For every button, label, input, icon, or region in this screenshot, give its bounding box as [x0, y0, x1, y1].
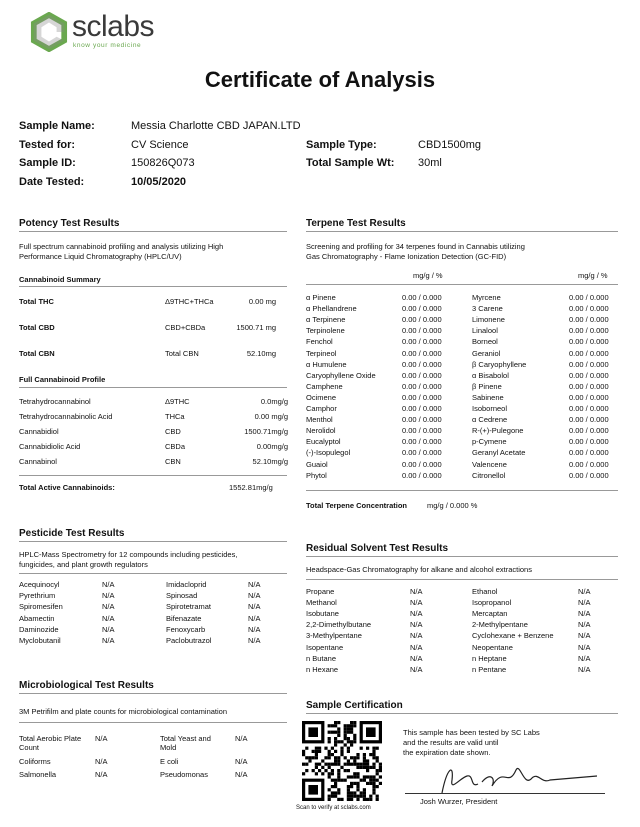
profile-abbr: CBD — [165, 427, 181, 436]
micro-divider — [19, 693, 287, 694]
solvent-value: N/A — [410, 664, 423, 674]
pesticide-value: N/A — [248, 613, 261, 623]
profile-name: Cannabidiol — [19, 427, 59, 436]
terpene-value: 0.00 / 0.000 — [402, 381, 442, 391]
pesticide-title: Pesticide Test Results — [19, 528, 125, 539]
terpene-name: p-Cymene — [472, 437, 507, 447]
certification-divider — [306, 713, 618, 714]
summary-name: Total CBD — [19, 323, 55, 332]
micro-name: Total Yeast and — [160, 734, 211, 743]
pesticide-value: N/A — [102, 636, 115, 645]
terpene-name: α Phellandrene — [306, 304, 357, 314]
terpene-value: 0.00 / 0.000 — [402, 415, 442, 425]
terpene-desc-2: Gas Chromatography - Flame Ionization Detection (GC-FID) — [306, 252, 507, 261]
micro-name: E coli — [160, 757, 179, 766]
terpene-value: 0.00 / 0.000 — [569, 337, 609, 347]
pesticide-desc-1: HPLC-Mass Spectrometry for 12 compounds including pesticides, — [19, 550, 238, 559]
summary-divider — [19, 286, 287, 287]
terpene-name: 3 Carene — [472, 304, 503, 314]
terpene-value: 0.00 / 0.000 — [402, 426, 442, 436]
terpene-total-divider — [306, 490, 618, 491]
terpene-value: 0.00 / 0.000 — [569, 404, 609, 413]
micro-value: N/A — [95, 757, 108, 766]
solvent-name: Cyclohexane + Benzene — [472, 631, 554, 641]
terpene-name: R-(+)-Pulegone — [472, 426, 524, 436]
terpene-name: Borneol — [472, 337, 498, 347]
terpene-value: 0.00 / 0.000 — [569, 381, 609, 391]
terpene-name: Sabinene — [472, 392, 504, 402]
potency-desc-1: Full spectrum cannabinoid profiling and analysis utilizing High — [19, 242, 224, 251]
terpene-value: 0.00 / 0.000 — [402, 404, 442, 413]
solvent-name: Isobutane — [306, 609, 339, 619]
solvent-desc: Headspace-Gas Chromatography for alkane and alcohol extractions — [306, 565, 532, 574]
terpene-name: α Pinene — [306, 293, 336, 302]
solvent-name: 3-Methylpentane — [306, 631, 362, 641]
solvent-value: N/A — [578, 631, 591, 641]
solvent-value: N/A — [578, 598, 591, 608]
terpene-name: Eucalyptol — [306, 437, 341, 447]
solvent-name: 2-Methylpentane — [472, 620, 528, 630]
cert-line-3: the expiration date shown. — [403, 748, 491, 757]
micro-name: Pseudomonas — [160, 770, 208, 779]
terpene-name: Isoborneol — [472, 404, 508, 413]
terpene-name: Camphor — [306, 404, 337, 413]
solvent-value: N/A — [578, 620, 591, 630]
terpene-value: 0.00 / 0.000 — [569, 370, 609, 380]
cert-line-2: and the results are valid until — [403, 738, 499, 747]
micro-value: N/A — [95, 770, 108, 779]
total-active-label: Total Active Cannabinoids: — [19, 483, 115, 492]
signer-name: Josh Wurzer, President — [420, 797, 498, 806]
terpene-name: Geraniol — [472, 348, 501, 358]
pesticide-divider — [19, 541, 287, 542]
pesticide-value: N/A — [102, 613, 115, 623]
pesticide-name: Spiromesifen — [19, 602, 63, 612]
terpene-value: 0.00 / 0.000 — [569, 304, 609, 314]
terpene-value: 0.00 / 0.000 — [569, 470, 609, 480]
terpene-value: 0.00 / 0.000 — [402, 370, 442, 380]
micro-name-cont: Mold — [160, 743, 177, 752]
terpene-value: 0.00 / 0.000 — [402, 348, 442, 358]
terpene-name: α Cedrene — [472, 415, 508, 425]
tested-for-value: CV Science — [131, 139, 189, 151]
summary-formula: Total CBN — [165, 349, 199, 358]
terpene-value: 0.00 / 0.000 — [402, 304, 442, 314]
profile-abbr: CBDa — [165, 442, 186, 451]
pesticide-name: Daminozide — [19, 624, 59, 634]
terpene-name: Guaiol — [306, 459, 328, 469]
terpene-name: Menthol — [306, 415, 333, 425]
summary-name: Total THC — [19, 297, 54, 306]
terpene-total-value: mg/g / 0.000 % — [427, 501, 478, 510]
terpene-value: 0.00 / 0.000 — [402, 359, 442, 369]
solvent-title: Residual Solvent Test Results — [306, 543, 449, 554]
solvent-name: Propane — [306, 587, 335, 596]
profile-value: 52.10mg/g — [252, 457, 288, 466]
summary-value: 52.10mg — [246, 349, 276, 358]
sample-id-value: 150826Q073 — [131, 157, 195, 169]
terpene-name: β Caryophyllene — [472, 359, 527, 369]
solvent-value: N/A — [578, 609, 591, 619]
pesticide-name: Imidacloprid — [166, 580, 207, 589]
certification-title: Sample Certification — [306, 700, 403, 711]
sample-name-value: Messia Charlotte CBD JAPAN.LTD — [131, 120, 301, 132]
micro-title: Microbiological Test Results — [19, 680, 154, 691]
terpene-name: Camphene — [306, 381, 343, 391]
pesticide-value: N/A — [248, 580, 261, 589]
terpene-value: 0.00 / 0.000 — [569, 293, 609, 302]
pesticide-value: N/A — [102, 602, 115, 612]
terpene-name: α Humulene — [306, 359, 347, 369]
micro-table-divider — [19, 722, 287, 723]
pesticide-value: N/A — [248, 624, 261, 634]
summary-value: 0.00 mg — [248, 297, 276, 306]
terpene-value: 0.00 / 0.000 — [569, 359, 609, 369]
solvent-name: Ethanol — [472, 587, 498, 596]
solvent-name: Mercaptan — [472, 609, 508, 619]
terpene-value: 0.00 / 0.000 — [402, 392, 442, 402]
terpene-unit-divider — [306, 284, 618, 285]
pesticide-value: N/A — [102, 580, 115, 589]
micro-value: N/A — [235, 757, 248, 766]
solvent-value: N/A — [578, 664, 591, 674]
signature-icon — [412, 758, 602, 798]
terpene-name: Limonene — [472, 315, 505, 325]
profile-name: Cannabinol — [19, 457, 57, 466]
profile-value: 0.00mg/g — [256, 442, 288, 451]
potency-desc-2: Performance Liquid Chromatography (HPLC/UV) — [19, 252, 182, 261]
solvent-divider — [306, 556, 618, 557]
micro-value: N/A — [235, 734, 248, 743]
date-tested-label: Date Tested: — [19, 176, 85, 188]
solvent-value: N/A — [578, 587, 591, 596]
terpene-value: 0.00 / 0.000 — [402, 337, 442, 347]
cannabinoid-summary-title: Cannabinoid Summary — [19, 275, 101, 284]
terpene-value: 0.00 / 0.000 — [402, 459, 442, 469]
sample-name-label: Sample Name: — [19, 120, 95, 132]
terpene-value: 0.00 / 0.000 — [569, 437, 609, 447]
terpene-value: 0.00 / 0.000 — [402, 315, 442, 325]
terpene-unit-left: mg/g / % — [413, 271, 443, 280]
terpene-name: Terpineol — [306, 348, 337, 358]
micro-name: Salmonella — [19, 770, 57, 779]
total-divider — [19, 475, 287, 476]
micro-value: N/A — [235, 770, 248, 779]
terpene-value: 0.00 / 0.000 — [402, 448, 442, 458]
signature-line — [405, 793, 605, 794]
total-wt-label: Total Sample Wt: — [306, 157, 395, 169]
pesticide-name: Bifenazate — [166, 613, 202, 623]
terpene-value: 0.00 / 0.000 — [569, 448, 609, 458]
terpene-value: 0.00 / 0.000 — [569, 326, 609, 336]
pesticide-value: N/A — [248, 591, 261, 601]
solvent-name: Isopropanol — [472, 598, 512, 608]
solvent-name: n Hexane — [306, 664, 339, 674]
terpene-value: 0.00 / 0.000 — [402, 437, 442, 447]
summary-value: 1500.71 mg — [236, 323, 276, 332]
sample-type-label: Sample Type: — [306, 139, 377, 151]
pesticide-value: N/A — [102, 591, 115, 601]
pesticide-name: Pyrethrium — [19, 591, 56, 601]
tested-for-label: Tested for: — [19, 139, 76, 151]
profile-value: 1500.71mg/g — [244, 427, 288, 436]
solvent-name: Methanol — [306, 598, 337, 608]
pesticide-value: N/A — [248, 636, 261, 645]
sclabs-logo-icon — [30, 12, 68, 52]
solvent-name: 2,2-Dimethylbutane — [306, 620, 372, 630]
terpene-name: Terpinolene — [306, 326, 345, 336]
date-tested-value: 10/05/2020 — [131, 176, 187, 188]
brand-tagline: know your medicine — [73, 42, 142, 49]
solvent-value: N/A — [578, 642, 591, 652]
terpene-name: Valencene — [472, 459, 507, 469]
solvent-table-divider — [306, 579, 618, 580]
qr-code-icon[interactable] — [302, 721, 382, 801]
total-wt-value: 30ml — [418, 157, 442, 169]
pesticide-name: Spinosad — [166, 591, 198, 601]
summary-formula: Δ9THC+THCa — [165, 297, 214, 306]
terpene-name: α Terpinene — [306, 315, 346, 325]
pesticide-name: Paclobutrazol — [166, 636, 212, 645]
terpene-title: Terpene Test Results — [306, 218, 406, 229]
terpene-name: Nerolidol — [306, 426, 336, 436]
solvent-name: n Heptane — [472, 653, 507, 663]
cert-line-1: This sample has been tested by SC Labs — [403, 728, 540, 737]
profile-abbr: Δ9THC — [165, 397, 190, 406]
terpene-name: Ocimene — [306, 392, 337, 402]
potency-title: Potency Test Results — [19, 218, 120, 229]
terpene-value: 0.00 / 0.000 — [569, 459, 609, 469]
pesticide-name: Abamectin — [19, 613, 55, 623]
terpene-value: 0.00 / 0.000 — [569, 426, 609, 436]
brand-name: sclabs — [72, 10, 155, 43]
summary-formula: CBD+CBDa — [165, 323, 206, 332]
solvent-value: N/A — [410, 598, 423, 608]
pesticide-name: Myclobutanil — [19, 636, 61, 645]
terpene-value: 0.00 / 0.000 — [569, 315, 609, 325]
pesticide-table-divider — [19, 573, 287, 574]
total-active-value: 1552.81mg/g — [229, 483, 273, 492]
sample-id-label: Sample ID: — [19, 157, 76, 169]
terpene-name: (-)-Isopulegol — [306, 448, 351, 458]
terpene-value: 0.00 / 0.000 — [402, 293, 442, 302]
micro-desc: 3M Petrifilm and plate counts for microbiological contamination — [19, 707, 228, 716]
terpene-name: β Pinene — [472, 381, 502, 391]
terpene-value: 0.00 / 0.000 — [402, 326, 442, 336]
solvent-value: N/A — [410, 642, 423, 652]
solvent-name: n Pentane — [472, 664, 507, 674]
terpene-name: Phytol — [306, 470, 327, 480]
terpene-value: 0.00 / 0.000 — [569, 392, 609, 402]
solvent-value: N/A — [410, 631, 423, 641]
page-title: Certificate of Analysis — [204, 67, 436, 92]
potency-divider — [19, 231, 287, 232]
solvent-value: N/A — [410, 609, 423, 619]
pesticide-value: N/A — [248, 602, 261, 612]
profile-abbr: CBN — [165, 457, 181, 466]
micro-name: Total Aerobic Plate — [19, 734, 82, 743]
terpene-name: Fenchol — [306, 337, 333, 347]
micro-name-cont: Count — [19, 743, 40, 752]
profile-name: Cannabidiolic Acid — [19, 442, 81, 451]
micro-value: N/A — [95, 734, 108, 743]
terpene-value: 0.00 / 0.000 — [402, 470, 442, 480]
profile-divider — [19, 387, 287, 388]
pesticide-name: Spirotetramat — [166, 602, 212, 612]
solvent-value: N/A — [578, 653, 591, 663]
solvent-name: Isopentane — [306, 642, 344, 652]
terpene-value: 0.00 / 0.000 — [569, 415, 609, 425]
pesticide-name: Fenoxycarb — [166, 624, 206, 634]
profile-name: Tetrahydrocannabinol — [19, 397, 91, 406]
terpene-name: Linalool — [472, 326, 498, 336]
profile-abbr: THCa — [165, 412, 185, 421]
sample-type-value: CBD1500mg — [418, 139, 481, 151]
terpene-name: Geranyl Acetate — [472, 448, 526, 458]
terpene-name: Caryophyllene Oxide — [306, 370, 376, 380]
full-profile-title: Full Cannabinoid Profile — [19, 375, 106, 384]
solvent-name: Neopentane — [472, 642, 513, 652]
solvent-value: N/A — [410, 587, 423, 596]
summary-name: Total CBN — [19, 349, 55, 358]
terpene-name: α Bisabolol — [472, 370, 509, 380]
terpene-desc-1: Screening and profiling for 34 terpenes found in Cannabis utilizing — [306, 242, 525, 251]
solvent-name: n Butane — [306, 653, 337, 663]
pesticide-name: Acequinocyl — [19, 580, 60, 589]
terpene-total-label: Total Terpene Concentration — [306, 501, 407, 510]
terpene-name: Citronellol — [472, 470, 506, 480]
terpene-divider — [306, 231, 618, 232]
micro-name: Coliforms — [19, 757, 51, 766]
terpene-name: Myrcene — [472, 293, 501, 302]
profile-value: 0.0mg/g — [260, 397, 288, 406]
pesticide-value: N/A — [102, 624, 115, 634]
terpene-unit-right: mg/g / % — [578, 271, 608, 280]
terpene-value: 0.00 / 0.000 — [569, 348, 609, 358]
qr-caption: Scan to verify at sclabs.com — [296, 805, 371, 811]
profile-value: 0.00 mg/g — [254, 412, 288, 421]
profile-name: Tetrahydrocannabinolic Acid — [19, 412, 113, 421]
solvent-value: N/A — [410, 653, 423, 663]
solvent-value: N/A — [410, 620, 423, 630]
pesticide-desc-2: fungicides, and plant growth regulators — [19, 560, 148, 569]
